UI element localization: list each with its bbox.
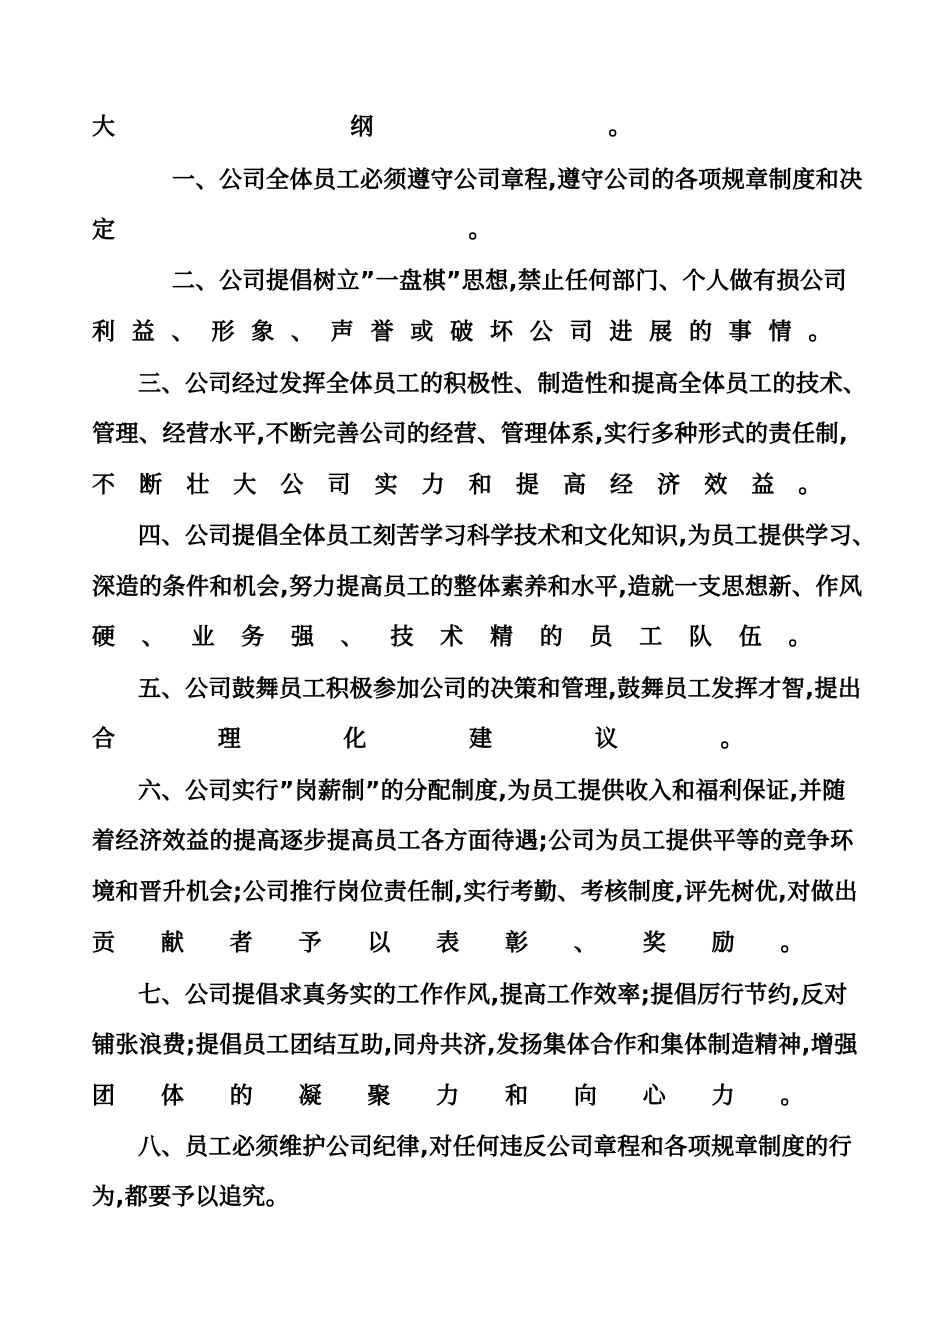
char: 益: [131, 319, 156, 345]
line-18: 七、公司提倡求真务实的工作作风,提高工作效率;提倡厉行节约,反对: [138, 982, 848, 1008]
char: 、: [290, 319, 315, 345]
char: 定: [92, 217, 116, 243]
char: 技: [390, 624, 414, 650]
char: 团: [92, 1083, 116, 1109]
char: 、: [573, 930, 598, 956]
line-22: 为,都要予以追究。: [92, 1184, 290, 1210]
char: 利: [92, 319, 116, 345]
char: 大: [233, 472, 257, 498]
char: 向: [573, 1083, 598, 1109]
line-12: 五、公司鼓舞员工积极参加公司的决策和管理,鼓舞员工发挥才智,提出: [138, 676, 862, 702]
char: 硬: [92, 624, 116, 650]
char: 、: [340, 624, 365, 650]
line-21: 八、员工必须维护公司纪律,对任何违反公司章程和各项规章制度的行: [138, 1134, 853, 1160]
char: 的: [229, 1083, 254, 1109]
char: 。: [468, 217, 492, 243]
char: 形: [211, 319, 235, 345]
char: 经: [610, 472, 634, 498]
char: 者: [229, 930, 254, 956]
char: 司: [327, 472, 351, 498]
line-19: 铺张浪费;提倡员工团结互助,同舟共济,发扬集体合作和集体制造精神,增强: [92, 1032, 858, 1058]
char: 公: [280, 472, 304, 498]
char: 术: [440, 624, 464, 650]
char: 励: [711, 930, 736, 956]
line-11: [92, 617, 812, 657]
line-8: [92, 465, 822, 505]
char: 象: [251, 319, 275, 345]
line-10: 深造的条件和机会,努力提高员工的整体素养和水平,造就一支思想新、作风: [92, 574, 863, 600]
char: 。: [780, 930, 804, 956]
line-4: 二、公司提倡树立”一盘棋”思想,禁止任何部门、个人做有损公司: [172, 268, 847, 294]
char: 伍: [738, 624, 763, 650]
char: 断: [139, 472, 163, 498]
char: 事: [728, 319, 753, 345]
char: 高: [562, 472, 587, 498]
char: 力: [711, 1083, 736, 1109]
char: 奖: [642, 930, 667, 956]
char: 凝: [298, 1083, 323, 1109]
line-1: [92, 107, 632, 147]
line-16: 境和晋升机会;公司推行岗位责任制,实行考勤、考核制度,评先树优,对做出: [92, 879, 858, 905]
line-20: [92, 1076, 804, 1116]
char: 彰: [505, 930, 529, 956]
char: 的: [539, 624, 564, 650]
char: 誉: [370, 319, 395, 345]
char: 司: [569, 319, 594, 345]
char: 贡: [92, 930, 116, 956]
line-14: 六、公司实行”岗薪制”的分配制度,为员工提供收入和福利保证,并随: [138, 778, 846, 804]
char: 大: [92, 114, 116, 140]
char: 以: [367, 930, 391, 956]
char: 表: [436, 930, 460, 956]
char: 员: [589, 624, 613, 650]
char: 。: [788, 624, 812, 650]
char: 声: [330, 319, 355, 345]
char: 或: [410, 319, 434, 345]
char: 效: [704, 472, 728, 498]
char: 强: [291, 624, 315, 650]
line-15: 着经济效益的提高逐步提高员工各方面待遇;公司为员工提供平等的竞争环: [92, 828, 854, 854]
char: 展: [649, 319, 673, 345]
char: 济: [657, 472, 681, 498]
line-6: 三、公司经过发挥全体员工的积极性、制造性和提高全体员工的技术、: [138, 371, 867, 397]
char: 纲: [350, 114, 374, 140]
char: 。: [780, 1083, 804, 1109]
char: 务: [241, 624, 265, 650]
char: 。: [808, 319, 832, 345]
char: 合: [92, 726, 116, 752]
line-2: 一、公司全体员工必须遵守公司章程,遵守公司的各项规章制度和决: [172, 167, 863, 193]
char: 议: [594, 726, 619, 752]
char: 进: [609, 319, 633, 345]
char: 体: [160, 1083, 185, 1109]
char: 心: [642, 1083, 667, 1109]
char: 的: [688, 319, 713, 345]
char: 。: [608, 114, 632, 140]
char: 壮: [186, 472, 210, 498]
char: 。: [798, 472, 822, 498]
char: 力: [436, 1083, 460, 1109]
char: 理: [217, 726, 242, 752]
char: 和: [468, 472, 493, 498]
char: 、: [141, 624, 166, 650]
char: 献: [160, 930, 185, 956]
char: 予: [298, 930, 323, 956]
line-5: [92, 312, 832, 352]
char: 。: [720, 726, 744, 752]
char: 工: [639, 624, 663, 650]
line-3: [92, 210, 492, 250]
line-9: 四、公司提倡全体员工刻苦学习科学技术和文化知识,为员工提供学习、: [138, 523, 876, 549]
char: 益: [751, 472, 775, 498]
char: 公: [529, 319, 554, 345]
char: 业: [191, 624, 215, 650]
char: 聚: [367, 1083, 391, 1109]
line-7: 管理、经营水平,不断完善公司的经营、管理体系,实行多种形式的责任制,: [92, 421, 849, 447]
char: 和: [505, 1083, 529, 1109]
line-17: [92, 923, 804, 963]
char: 力: [421, 472, 446, 498]
char: 精: [490, 624, 514, 650]
char: 不: [92, 472, 116, 498]
char: 建: [469, 726, 493, 752]
char: 实: [374, 472, 399, 498]
char: 、: [171, 319, 196, 345]
char: 化: [343, 726, 367, 752]
char: 提: [515, 472, 540, 498]
char: 破: [450, 319, 474, 345]
char: 情: [768, 319, 793, 345]
char: 队: [689, 624, 713, 650]
line-13: [92, 719, 744, 759]
char: 坏: [489, 319, 514, 345]
